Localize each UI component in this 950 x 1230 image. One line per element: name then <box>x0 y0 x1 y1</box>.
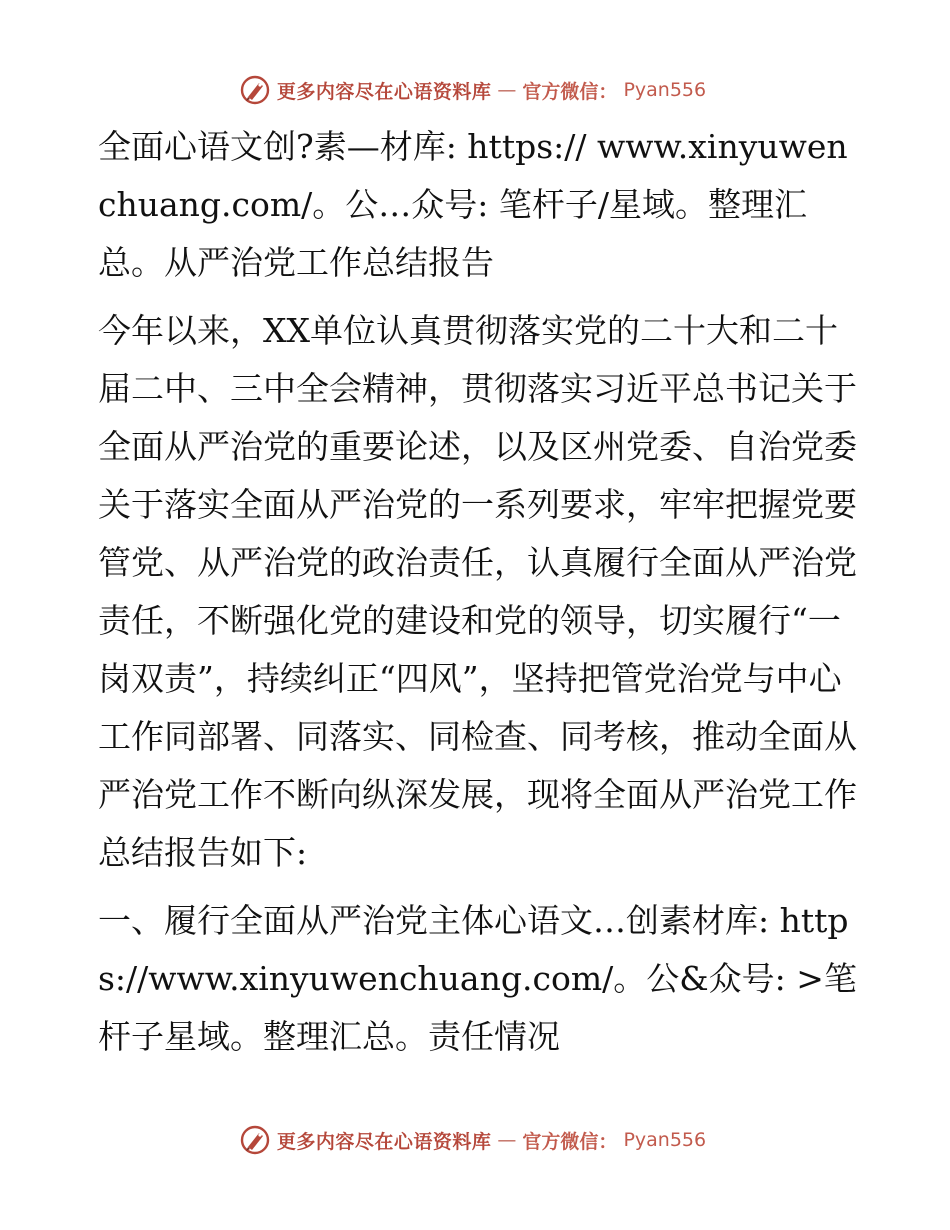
watermark-separator: — <box>497 79 517 101</box>
watermark-handle: Pyan556 <box>623 79 707 101</box>
pen-logo-icon <box>239 74 271 106</box>
paragraph-intro: 今年以来，XX单位认真贯彻落实党的二十大和二十届二中、三中全会精神，贯彻落实习近平总书记关于全面从严治党的重要论述，以及区州党委、自治党委关于落实全面从严治党的一系列要求，牢牢把握党要管党、从严治党的政治责任，认真履行全面从严治党责任，不断强化党的建设和党的领导，切实履行“一岗双责”，持续纠正“四风”，坚持把管党治党与中心工作同部署、同落实、同检查、同考核，推动全面从严治党工作不断向纵深发展，现将全面从严治党工作总结报告如下: <box>98 311 857 872</box>
watermark-separator: — <box>497 1129 517 1151</box>
watermark-official-label: 官方微信： <box>522 1130 618 1153</box>
watermark-handle: Pyan556 <box>623 1129 707 1151</box>
header-watermark-banner <box>0 70 950 110</box>
watermark-official-label: 官方微信： <box>522 80 618 103</box>
paragraph-section-heading: 一、履行全面从严治党主体心语文…创素材库: https://www.xinyuwenchuang.com/。公&众号: >笔杆子星域。整理汇总。责任情况 <box>98 901 857 1056</box>
watermark-text: 更多内容尽在心语资料库 <box>276 80 492 103</box>
paragraph-title: 全面心语文创?素—材库: https:// www.xinyuwenchuang.com/。公…众号: 笔杆子/星域。整理汇总。从严治党工作总结报告 <box>98 127 848 282</box>
watermark-text: 更多内容尽在心语资料库 <box>276 1130 492 1153</box>
document-body <box>98 118 858 1066</box>
footer-watermark-banner <box>0 1120 950 1160</box>
pen-logo-icon <box>239 1124 271 1156</box>
